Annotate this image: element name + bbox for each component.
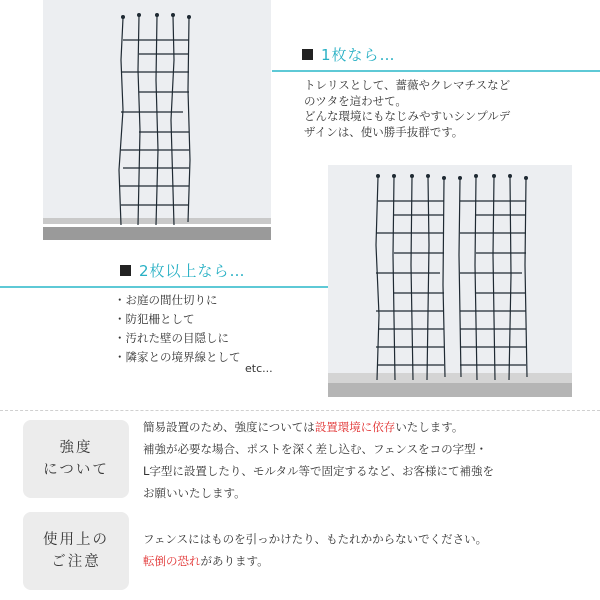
section1-title: 1枚なら… [302,44,396,65]
caution-warning-highlight: 転倒の恐れ [143,554,201,568]
section1-description: トレリスとして、薔薇やクレマチスなど のツタを這わせて。 どんな環境にもなじみやすいシンプルデ ザインは、使い勝手抜群です。 [304,78,511,139]
list-item: ・隣家との境界線として [114,350,241,364]
trellis-illustration [43,0,271,240]
trellis-pair-illustration [328,165,572,397]
caution-label-box: 使用上の ご注意 [23,512,129,590]
list-item: ・防犯柵として [114,312,195,326]
strength-note: 簡易設置のため、強度については設置環境に依存いたします。 補強が必要な場合、ポストを深く差し込む、フェンスをコの字型・ L字型に設置したり、モルタル等で固定するなど、お客様にて補強を お願いいたします。 [143,420,494,500]
section2-title: 2枚以上なら… [120,260,246,281]
single-trellis-photo [43,0,271,240]
etc-label: etc... [245,362,273,375]
caution-note: フェンスにはものを引っかけたり、もたれかからないでください。 転倒の恐れがあります。 [143,532,488,568]
list-item: ・お庭の間仕切りに [114,293,218,307]
section-divider [0,410,600,411]
section1-underline [272,70,600,72]
square-bullet-icon [120,265,131,276]
list-item: ・汚れた壁の目隠しに [114,331,229,345]
section2-bullet-list [114,291,241,367]
strength-warning-highlight: 設置環境に依存 [314,420,396,434]
section2-underline [0,286,328,288]
strength-label-box: 強度 について [23,420,129,498]
square-bullet-icon [302,49,313,60]
double-trellis-photo [328,165,572,397]
